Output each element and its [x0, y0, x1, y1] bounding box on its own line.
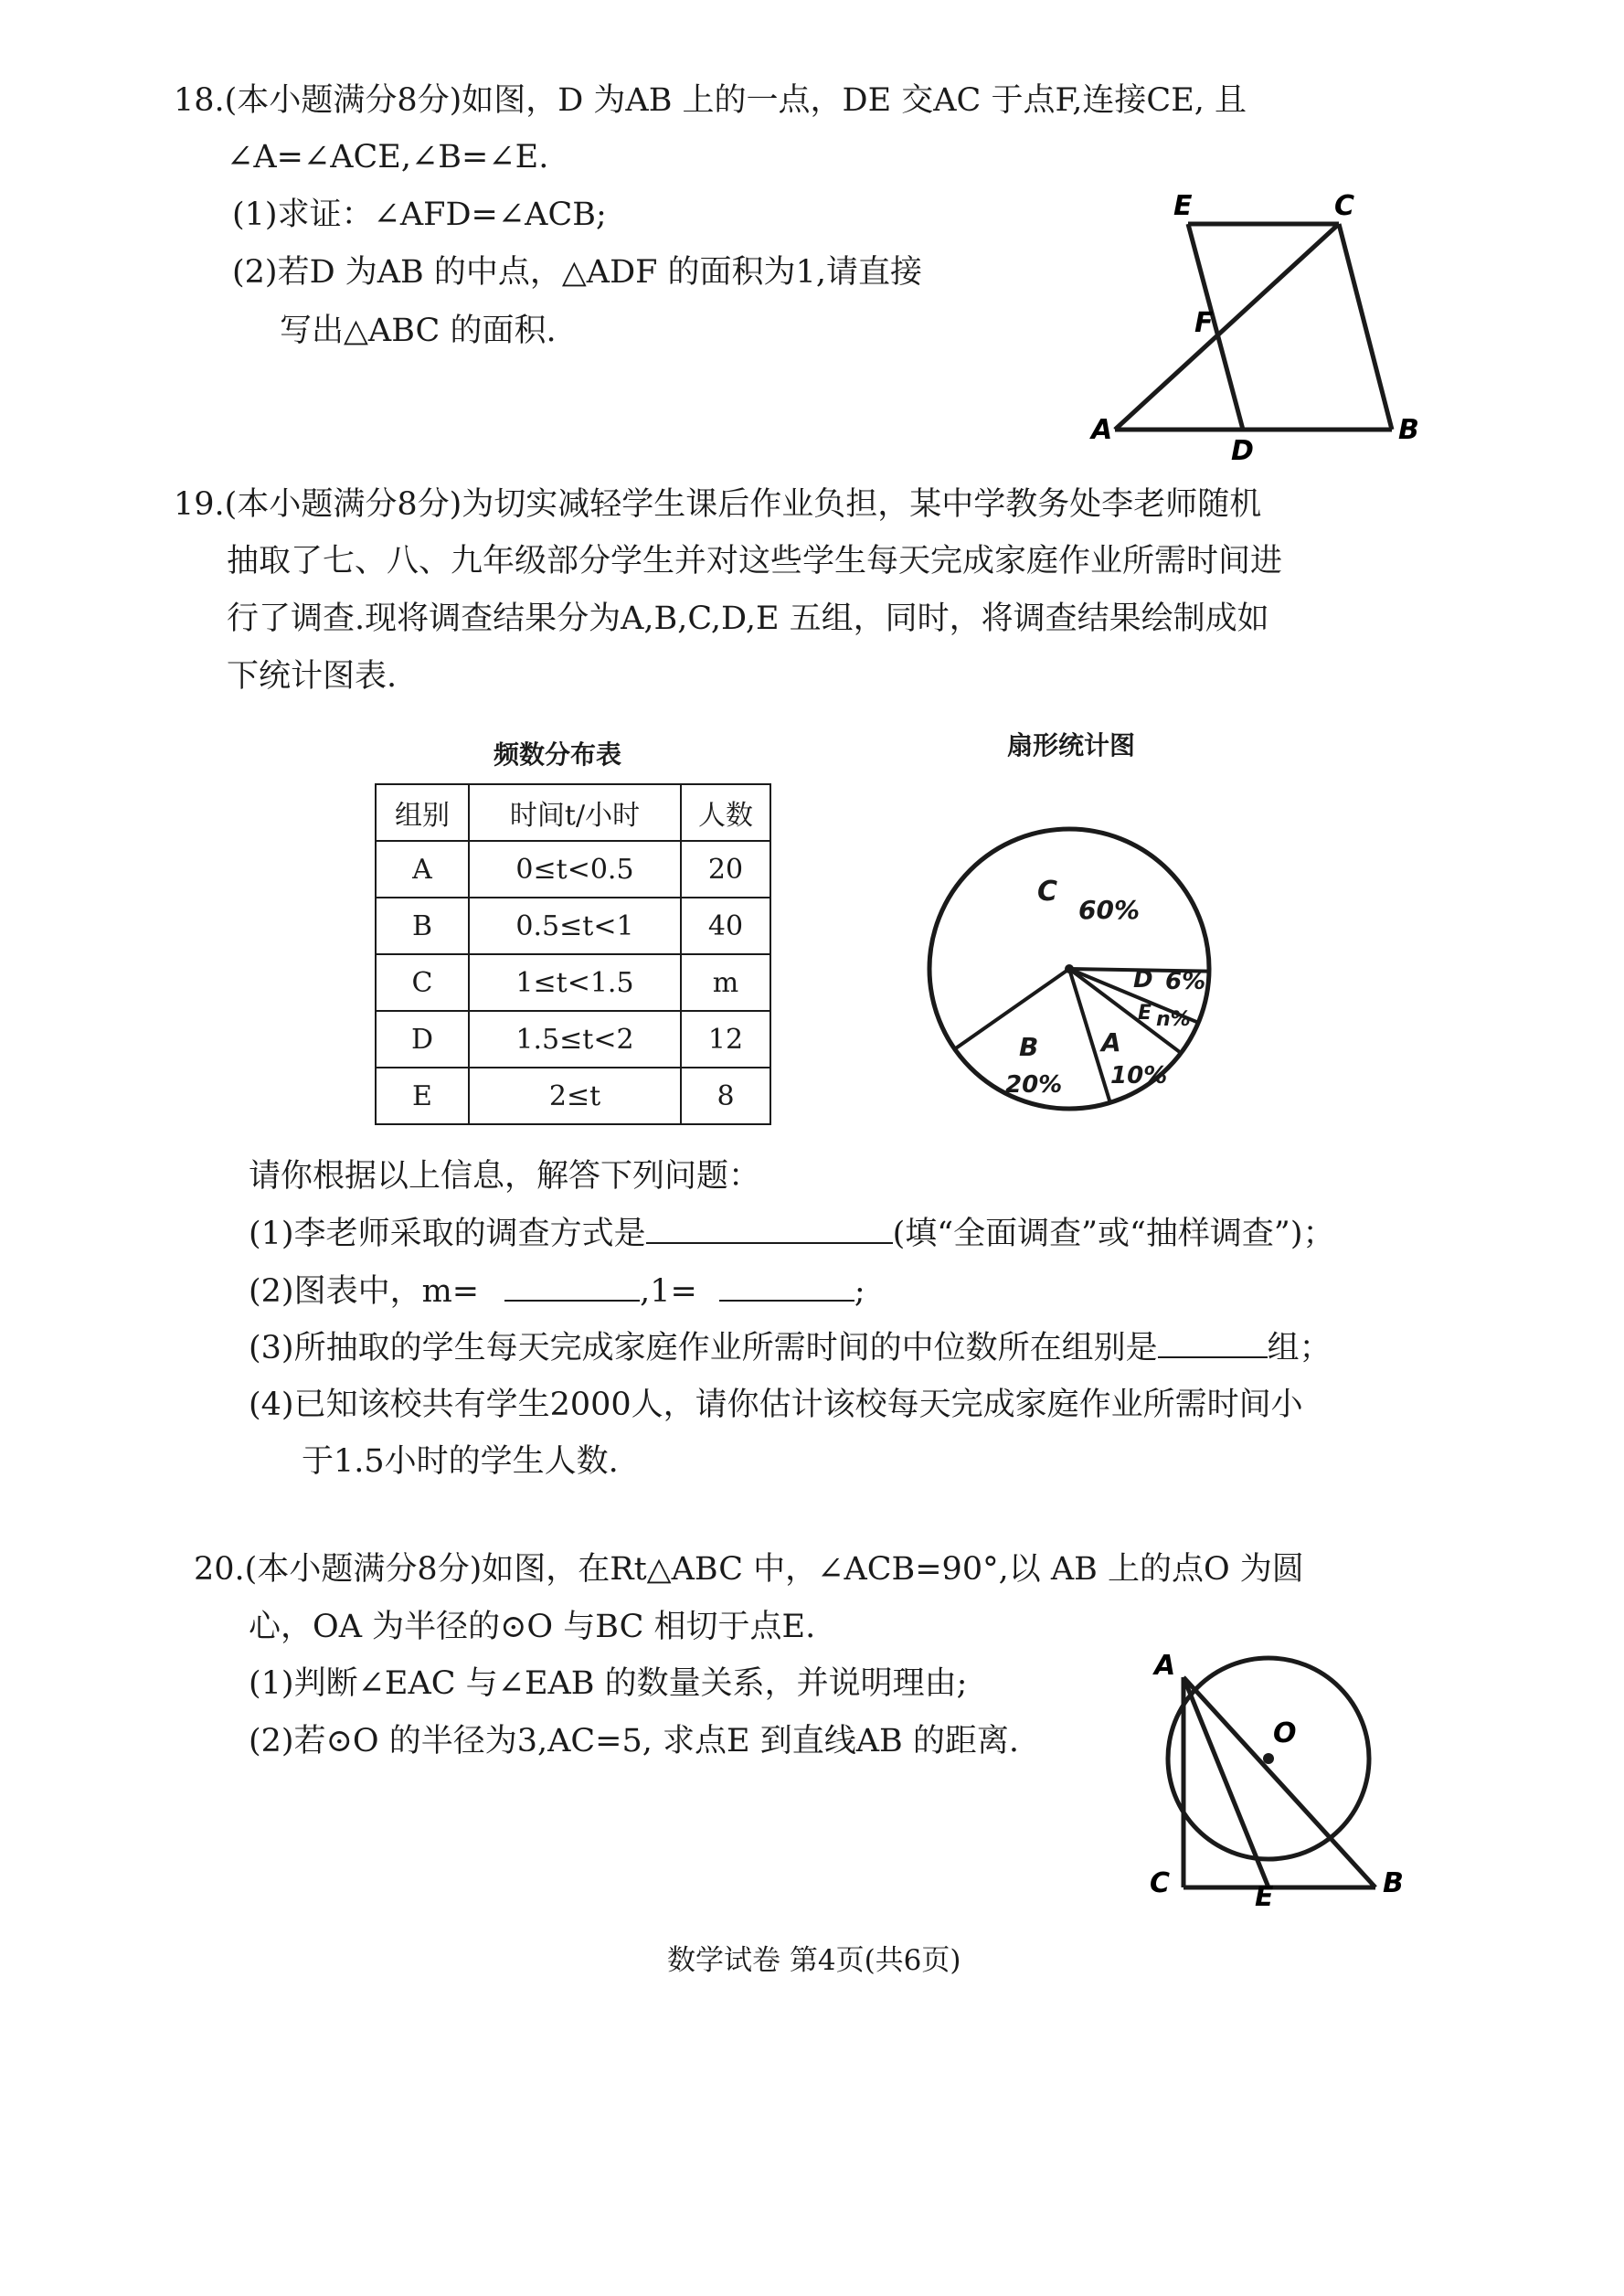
q18-label-b: B	[1398, 414, 1419, 446]
row-d-group: D	[376, 1011, 469, 1068]
pie-label-d: D	[1133, 966, 1153, 994]
table-row	[376, 1068, 770, 1124]
q20-line2: 心，OA 为半径的⊙O 与BC 相切于点E.	[249, 1609, 816, 1645]
row-c-count: m	[681, 954, 770, 1011]
q18-label-f: F	[1194, 307, 1214, 339]
table-row	[376, 1011, 770, 1068]
q18-label-d: D	[1231, 435, 1254, 467]
q20-part2: (2)若⊙O 的半径为3,AC=5, 求点E 到直线AB 的距离.	[249, 1723, 1019, 1759]
q18-label-e: E	[1173, 190, 1193, 222]
q19-q3	[249, 1327, 1332, 1368]
q19-q1	[249, 1213, 1334, 1254]
pie-value-b: 20%	[1005, 1071, 1063, 1099]
q20-label-o: O	[1273, 1717, 1297, 1749]
pie-value-a: 10%	[1110, 1062, 1168, 1090]
q20-figure	[1147, 1645, 1421, 1913]
row-c-group: C	[376, 954, 469, 1011]
q18-label-c: C	[1334, 190, 1355, 222]
table-row	[376, 841, 770, 898]
row-e-count: 8	[681, 1068, 770, 1124]
pie-value-c: 60%	[1078, 895, 1141, 925]
q20-label-c: C	[1150, 1867, 1171, 1899]
q19-line3: 行了调查.现将调查结果分为A,B,C,D,E 五组，同时，将调查结果绘制成如	[227, 601, 1269, 637]
q19-q4b: 于1.5小时的学生人数.	[302, 1443, 619, 1480]
pie-label-b: B	[1019, 1032, 1039, 1062]
row-d-time: 1.5≤t<2	[469, 1011, 681, 1068]
q18-line1: 18.(本小题满分8分)如图，D 为AB 上的一点，DE 交AC 于点F,连接CE, 且	[174, 82, 1247, 119]
q18-part1: (1)求证：∠AFD=∠ACB;	[232, 197, 607, 233]
row-a-group: A	[376, 841, 469, 898]
pie-center-dot	[1065, 964, 1074, 973]
pie-value-d: 6%	[1165, 968, 1206, 995]
pie-label-c: C	[1037, 876, 1058, 908]
row-e-time: 2≤t	[469, 1068, 681, 1124]
q18-figure	[1088, 187, 1426, 467]
pie-label-e: E	[1138, 1002, 1152, 1025]
q19-q1-hint: (填“全面调查”或“抽样调查”)；	[892, 1216, 1335, 1252]
row-d-count: 12	[681, 1011, 770, 1068]
row-a-time: 0≤t<0.5	[469, 841, 681, 898]
header-count: 人数	[681, 784, 770, 841]
q20-part1: (1)判断∠EAC 与∠EAB 的数量关系，并说明理由;	[249, 1665, 968, 1702]
q19-line4: 下统计图表.	[227, 658, 398, 695]
q20-label-a: A	[1154, 1650, 1176, 1682]
q19-q1-answer-blank[interactable]	[646, 1213, 893, 1244]
frequency-table	[375, 783, 771, 1125]
q20-label-b: B	[1383, 1867, 1404, 1899]
q18-part2b: 写出△ABC 的面积.	[280, 313, 557, 349]
q19-q2-mid: ,1=	[640, 1273, 697, 1310]
q19-q2-end: ;	[854, 1273, 865, 1310]
row-b-time: 0.5≤t<1	[469, 898, 681, 954]
pie-slice-boundary-5	[955, 969, 1069, 1049]
pie-chart	[923, 813, 1234, 1143]
header-group: 组别	[376, 784, 469, 841]
table-row	[376, 954, 770, 1011]
q20-label-e: E	[1255, 1881, 1274, 1913]
q20-line1: 20.(本小题满分8分)如图，在Rt△ABC 中，∠ACB=90°,以 AB 上的点O 为圆	[194, 1551, 1304, 1588]
row-b-group: B	[376, 898, 469, 954]
pie-title: 扇形统计图	[1007, 730, 1136, 760]
q19-prompt: 请你根据以上信息，解答下列问题：	[249, 1158, 761, 1195]
pie-label-a: A	[1101, 1027, 1121, 1058]
q19-line2: 抽取了七、八、九年级部分学生并对这些学生每天完成家庭作业所需时间进	[227, 543, 1283, 579]
q19-q1-text: (1)李老师采取的调查方式是	[249, 1216, 646, 1252]
table-row	[376, 898, 770, 954]
table-title: 频数分布表	[494, 739, 622, 770]
header-time: 时间t/小时	[469, 784, 681, 841]
q19-n-blank[interactable]	[719, 1270, 854, 1302]
q19-q4a: (4)已知该校共有学生2000人，请你估计该校每天完成家庭作业所需时间小	[249, 1387, 1303, 1423]
q18-label-a: A	[1091, 414, 1113, 446]
q19-m-blank[interactable]	[504, 1270, 640, 1302]
row-b-count: 40	[681, 898, 770, 954]
q19-median-blank[interactable]	[1158, 1327, 1268, 1358]
q19-q3-end: 组；	[1267, 1330, 1332, 1366]
pie-value-e: n%	[1156, 1008, 1191, 1031]
q19-q2	[249, 1270, 865, 1312]
q18-line2: ∠A=∠ACE,∠B=∠E.	[227, 139, 549, 175]
row-a-count: 20	[681, 841, 770, 898]
q19-q2-text: (2)图表中，m=	[249, 1273, 480, 1310]
page-footer: 数学试卷 第4页(共6页)	[667, 1944, 961, 1977]
q19-q3-text: (3)所抽取的学生每天完成家庭作业所需时间的中位数所在组别是	[249, 1330, 1158, 1366]
q18-part2a: (2)若D 为AB 的中点，△ADF 的面积为1,请直接	[232, 254, 922, 291]
table-header-row	[376, 784, 770, 841]
row-e-group: E	[376, 1068, 469, 1124]
q19-line1: 19.(本小题满分8分)为切实减轻学生课后作业负担，某中学教务处李老师随机	[174, 486, 1262, 523]
row-c-time: 1≤t<1.5	[469, 954, 681, 1011]
